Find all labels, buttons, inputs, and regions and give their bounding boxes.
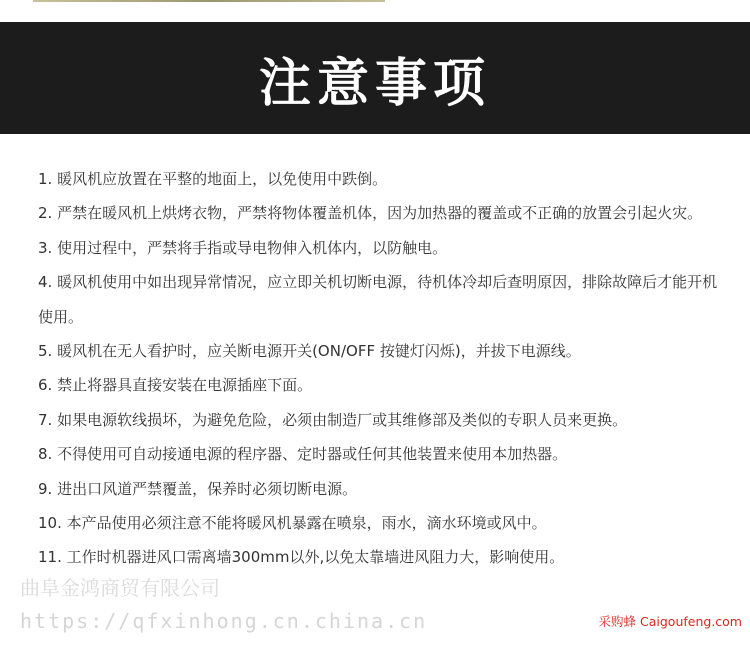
- company-watermark: 曲阜金鸿商贸有限公司: [20, 576, 220, 600]
- note-item-10: 10. 本产品使用必须注意不能将暖风机暴露在喷泉，雨水，滴水环境或风中。: [38, 514, 547, 533]
- note-item-6: 6. 禁止将器具直接安装在电源插座下面。: [38, 376, 313, 395]
- source-watermark: 采购蜂 Caigoufeng.com: [598, 614, 742, 629]
- note-item-11: 11. 工作时机器进风口需离墙300mm以外,以免太靠墙进风阻力大，影响使用。: [38, 548, 565, 567]
- note-item-2: 2. 严禁在暖风机上烘烤衣物，严禁将物体覆盖机体，因为加热器的覆盖或不正确的放置会引起火灾。: [38, 204, 703, 223]
- page-title: 注意事项: [258, 53, 491, 114]
- url-watermark: https://qfxinhong.cn.china.cn: [20, 609, 428, 633]
- note-item-9: 9. 进出口风道严禁覆盖，保养时必须切断电源。: [38, 479, 358, 498]
- note-item-3: 3. 使用过程中，严禁将手指或导电物伸入机体内，以防触电。: [38, 238, 448, 257]
- note-item-4: 4. 暖风机使用中如出现异常情况，应立即关机切断电源，待机体冷却后查明原因，排除故障后才能开机使用。: [38, 273, 718, 326]
- note-item-8: 8. 不得使用可自动接通电源的程序器、定时器或任何其他装置来使用本加热器。: [38, 445, 568, 464]
- decorative-line: [33, 0, 385, 2]
- note-item-7: 7. 如果电源软线损坏，为避免危险，必须由制造厂或其维修部及类似的专职人员来更换。: [38, 410, 628, 429]
- top-strip: [0, 0, 750, 22]
- note-item-5: 5. 暖风机在无人看护时，应关断电源开关(ON/OFF 按键灯闪烁)，并拔下电源线。: [38, 342, 581, 361]
- notes-list: [38, 162, 718, 575]
- note-item-1: 1. 暖风机应放置在平整的地面上，以免使用中跌倒。: [38, 170, 388, 188]
- header-banner: [0, 22, 750, 134]
